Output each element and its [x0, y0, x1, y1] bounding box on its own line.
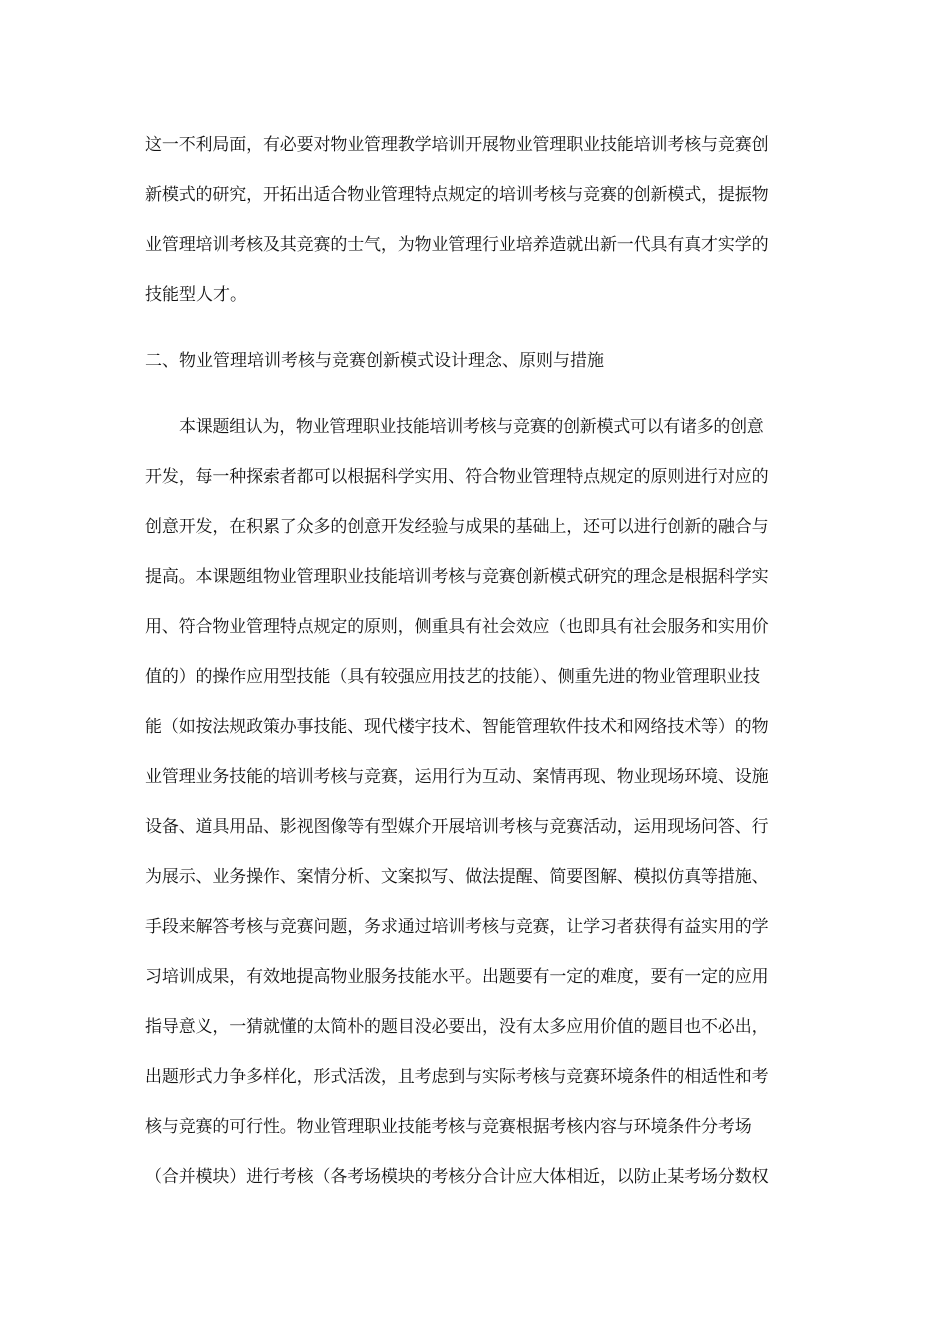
text-line: 指导意义，一猜就懂的太简朴的题目没必要出，没有太多应用价值的题目也不必出， — [145, 1017, 769, 1037]
text-line: 核与竞赛的可行性。物业管理职业技能考核与竞赛根据考核内容与环境条件分考场 — [145, 1117, 752, 1137]
text-line: 习培训成果，有效地提高物业服务技能水平。出题要有一定的难度，要有一定的应用 — [145, 967, 769, 987]
document-body — [145, 120, 805, 1202]
text-line: （合并模块）进行考核（各考场模块的考核分合计应大体相近，以防止某考场分数权 — [145, 1167, 769, 1187]
text-line: 创意开发，在积累了众多的创意开发经验与成果的基础上，还可以进行创新的融合与 — [145, 517, 769, 537]
text-line: 本课题组认为，物业管理职业技能培训考核与竞赛的创新模式可以有诸多的创意 — [179, 417, 764, 437]
text-line: 出题形式力争多样化，形式活泼，且考虑到与实际考核与竞赛环境条件的相适性和考 — [145, 1067, 769, 1087]
text-line: 技能型人才。 — [145, 285, 247, 305]
text-line: 手段来解答考核与竞赛问题，务求通过培训考核与竞赛，让学习者获得有益实用的学 — [145, 917, 769, 937]
text-line: 业管理业务技能的培训考核与竞赛，运用行为互动、案情再现、物业现场环境、设施 — [145, 767, 769, 787]
text-line: 这一不利局面，有必要对物业管理教学培训开展物业管理职业技能培训考核与竞赛创 — [145, 135, 769, 155]
text-line: 设备、道具用品、影视图像等有型媒介开展培训考核与竞赛活动，运用现场问答、行 — [145, 817, 769, 837]
text-line: 为展示、业务操作、案情分析、文案拟写、做法提醒、简要图解、模拟仿真等措施、 — [145, 867, 769, 887]
paragraph-1 — [145, 120, 805, 320]
text-line: 业管理培训考核及其竞赛的士气，为物业管理行业培养造就出新一代具有真才实学的 — [145, 235, 769, 255]
text-line: 新模式的研究，开拓出适合物业管理特点规定的培训考核与竞赛的创新模式，提振物 — [145, 185, 769, 205]
text-line: 开发，每一种探索者都可以根据科学实用、符合物业管理特点规定的原则进行对应的 — [145, 467, 769, 487]
section-heading: 二、物业管理培训考核与竞赛创新模式设计理念、原则与措施 — [145, 351, 604, 371]
text-line: 能（如按法规政策办事技能、现代楼宇技术、智能管理软件技术和网络技术等）的物 — [145, 717, 769, 737]
text-line: 值的）的操作应用型技能（具有较强应用技艺的技能）、侧重先进的物业管理职业技 — [145, 667, 760, 687]
text-line: 用、符合物业管理特点规定的原则，侧重具有社会效应（也即具有社会服务和实用价 — [145, 617, 769, 637]
text-line: 提高。本课题组物业管理职业技能培训考核与竞赛创新模式研究的理念是根据科学实 — [145, 567, 769, 587]
paragraph-2 — [145, 402, 805, 1202]
